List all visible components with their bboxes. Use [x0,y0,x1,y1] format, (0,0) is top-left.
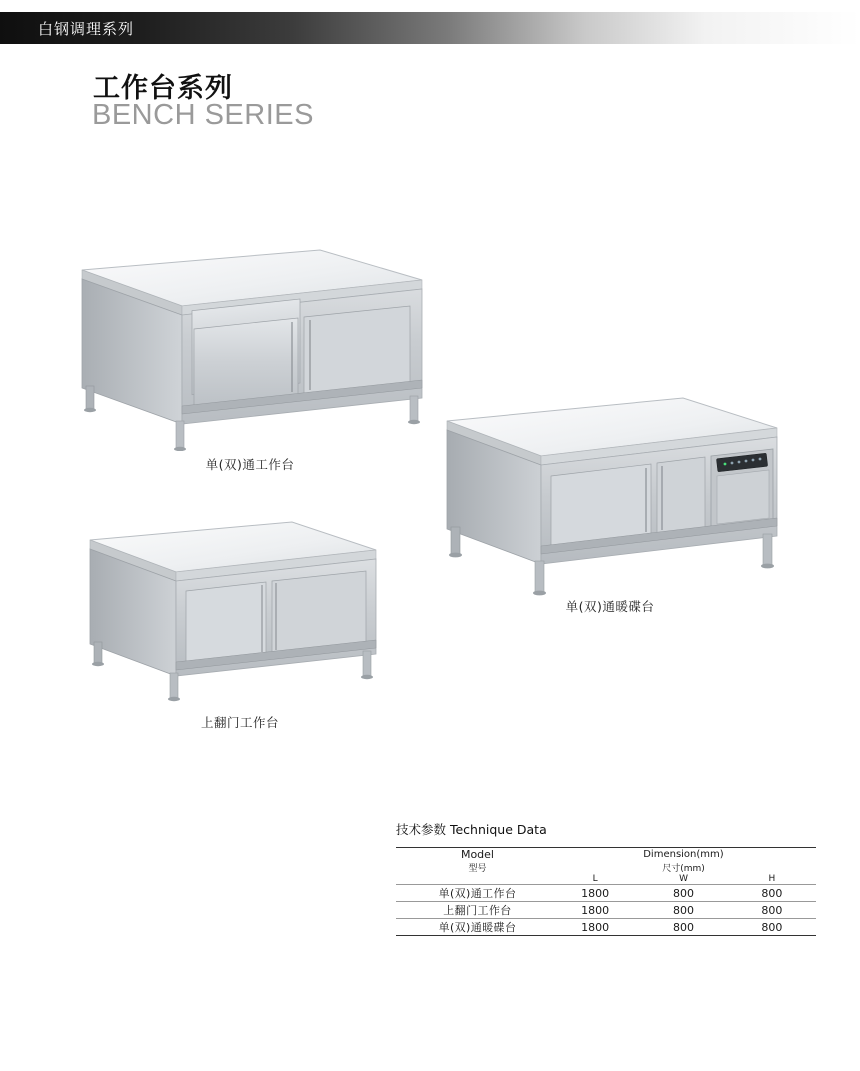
product-image-bench-single-double-warming [437,386,782,616]
figure-caption-bench-single-double-pass: 单(双)通工作台 [205,457,295,472]
product-image-bench-single-double-pass [70,236,430,451]
header-blank [396,874,551,885]
cell-width: 800 [673,903,695,917]
header-col-l: L [592,874,598,884]
header-col-w: W [679,874,688,884]
product-image-bench-flip-up-door [80,510,380,710]
cell-length: 1800 [581,886,610,900]
cell-model: 单(双)通工作台 [438,887,517,900]
table-subheader-row [396,861,816,874]
header-title: 白钢调理系列 [38,20,135,38]
cell-height: 800 [761,903,783,917]
table-row [396,919,816,936]
cell-length: 1800 [581,920,610,934]
table-row [396,885,816,902]
cell-width: 800 [673,920,695,934]
cell-model: 上翻门工作台 [443,904,512,917]
technique-data-title: 技术参数 Technique Data [396,822,547,837]
header-dimension-cn: 尺寸(mm) [662,864,705,874]
header-model-cn: 型号 [468,864,487,874]
cell-height: 800 [761,920,783,934]
table-row [396,902,816,919]
page-title-english: BENCH SERIES [92,99,314,131]
technique-data-section [396,820,816,936]
cell-width: 800 [673,886,695,900]
cell-model: 单(双)通暖碟台 [438,921,517,934]
figure-caption-bench-flip-up-door: 上翻门工作台 [200,715,279,730]
technique-data-table [396,847,816,936]
table-header-row [396,848,816,862]
table-column-letters-row [396,874,816,885]
page-title-chinese: 工作台系列 [93,73,233,104]
header-dimension-en: Dimension(mm) [643,849,724,860]
header-model-en: Model [460,848,494,861]
header-col-h: H [768,874,776,884]
figure-caption-bench-single-double-warming: 单(双)通暖碟台 [565,599,655,614]
cell-length: 1800 [581,903,610,917]
cell-height: 800 [761,886,783,900]
